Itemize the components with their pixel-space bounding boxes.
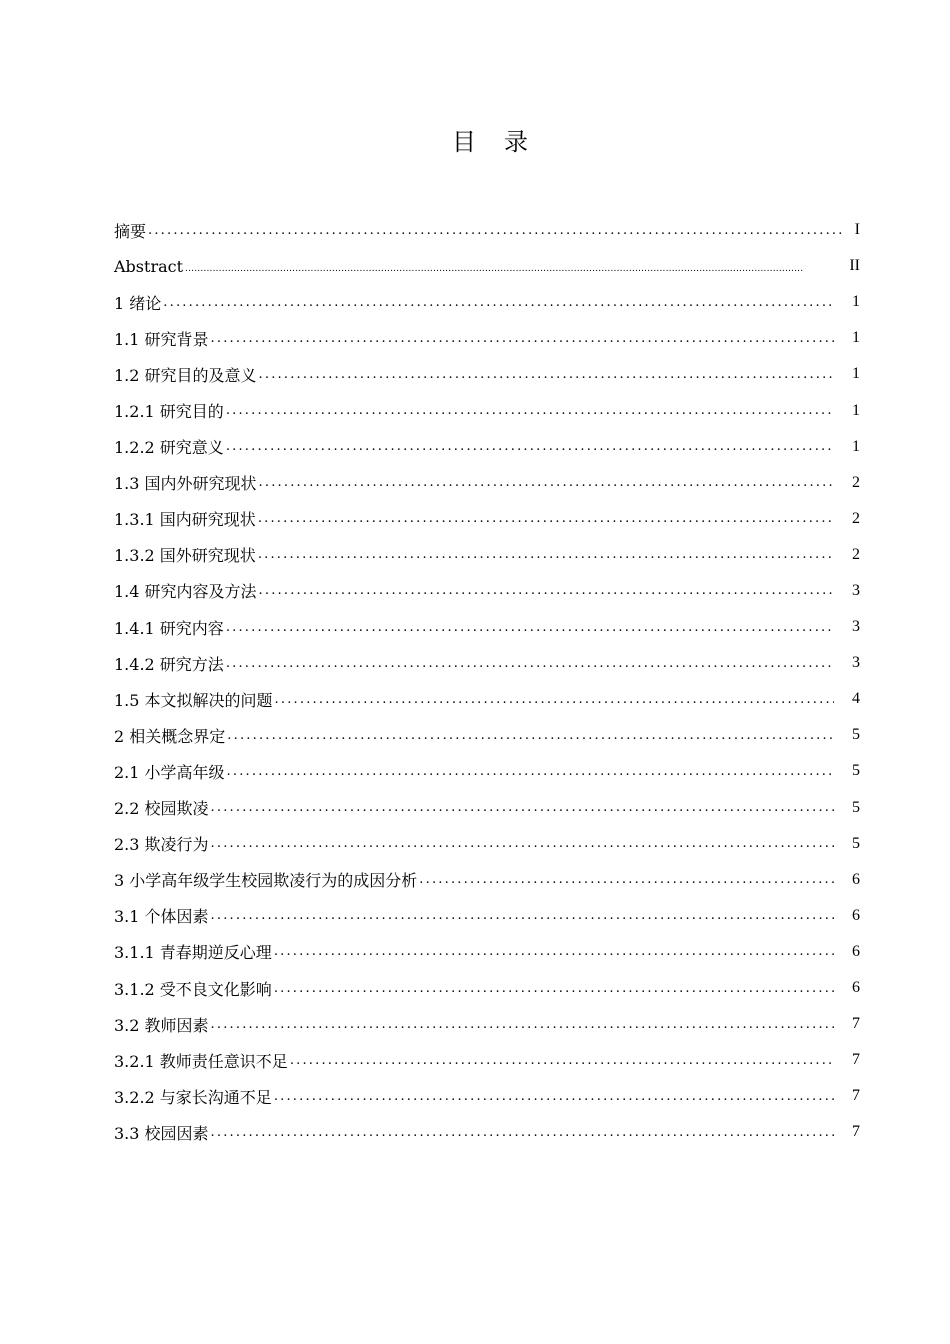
toc-entry-page: 5	[852, 798, 860, 816]
dot-leader	[211, 331, 834, 346]
dot-leader	[211, 908, 834, 923]
dot-leader	[275, 692, 834, 707]
toc-entry-2-1[interactable]	[114, 753, 860, 789]
toc-entry-3-2-1[interactable]	[114, 1042, 860, 1078]
dot-leader	[259, 475, 834, 490]
toc-entry-3-3[interactable]	[114, 1114, 860, 1150]
toc-entry-label: 1 绪论	[114, 293, 162, 313]
toc-entry-label: 1.4 研究内容及方法	[114, 582, 257, 602]
dot-leader	[211, 1017, 834, 1032]
toc-entry-abstract-en[interactable]	[114, 248, 860, 284]
toc-entry-label: 3 小学高年级学生校园欺凌行为的成因分析	[114, 871, 418, 891]
dot-leader	[211, 800, 834, 815]
toc-entry-label: 1.2 研究目的及意义	[114, 365, 257, 385]
page-title: 目 录	[452, 128, 530, 156]
toc-entry-abstract-cn[interactable]	[114, 212, 860, 248]
toc-entry-page: 1	[852, 293, 860, 311]
dot-leader	[274, 1089, 834, 1104]
toc-entry-page: 1	[852, 437, 860, 455]
toc-entry-label: 3.3 校园因素	[114, 1123, 209, 1143]
toc-entry-label: 1.1 研究背景	[114, 329, 209, 349]
toc-entry-page: 1	[852, 365, 860, 383]
toc-entry-1-5[interactable]	[114, 681, 860, 717]
dot-leader	[258, 511, 834, 526]
toc-entry-page: 5	[852, 762, 860, 780]
toc-entry-page: 5	[852, 834, 860, 852]
toc-entry-1-2[interactable]	[114, 356, 860, 392]
dot-leader	[419, 872, 834, 887]
toc-entry-1-4-1[interactable]	[114, 609, 860, 645]
toc-entry-label: 3.1 个体因素	[114, 907, 209, 927]
dot-leader	[185, 264, 843, 274]
toc-entry-page: 5	[852, 726, 860, 744]
toc-entry-1[interactable]	[114, 284, 860, 320]
toc-entry-1-3-1[interactable]	[114, 501, 860, 537]
toc-entry-label: 1.5 本文拟解决的问题	[114, 690, 273, 710]
toc-entry-3-1[interactable]	[114, 898, 860, 934]
toc-entry-page: 7	[852, 1015, 860, 1033]
toc-entry-2-2[interactable]	[114, 790, 860, 826]
dot-leader	[274, 944, 834, 959]
toc-entry-1-4[interactable]	[114, 573, 860, 609]
dot-leader	[227, 728, 834, 743]
toc-entry-label: 3.1.2 受不良文化影响	[114, 979, 272, 999]
toc-entry-page: I	[854, 221, 860, 239]
toc-entry-label: 3.2 教师因素	[114, 1015, 209, 1035]
toc-entry-label: 3.2.2 与家长沟通不足	[114, 1087, 272, 1107]
toc-entry-1-2-2[interactable]	[114, 429, 860, 465]
toc-entry-3-1-2[interactable]	[114, 970, 860, 1006]
toc-entry-label: 1.2.1 研究目的	[114, 402, 224, 422]
toc-entry-label: 1.3 国内外研究现状	[114, 474, 257, 494]
dot-leader	[226, 403, 834, 418]
toc-entry-page: 6	[852, 979, 860, 997]
toc-entry-2[interactable]	[114, 717, 860, 753]
dot-leader	[163, 295, 834, 310]
dot-leader	[290, 1053, 834, 1068]
toc-entry-label: 1.2.2 研究意义	[114, 438, 224, 458]
toc-entry-page: 1	[852, 401, 860, 419]
toc-entry-page: 7	[852, 1123, 860, 1141]
toc-entry-page: II	[849, 257, 860, 275]
toc-entry-3[interactable]	[114, 862, 860, 898]
toc-entry-page: 3	[852, 654, 860, 672]
dot-leader	[259, 583, 834, 598]
dot-leader	[226, 439, 834, 454]
toc-entry-label: 2.3 欺凌行为	[114, 835, 209, 855]
toc-entry-label: 1.3.1 国内研究现状	[114, 510, 256, 530]
dot-leader	[211, 1125, 834, 1140]
dot-leader	[148, 223, 844, 238]
toc-entry-1-3[interactable]	[114, 465, 860, 501]
toc-entry-page: 6	[852, 870, 860, 888]
dot-leader	[211, 836, 834, 851]
dot-leader	[227, 764, 834, 779]
toc-entry-label: 1.4.2 研究方法	[114, 654, 224, 674]
toc-entry-2-3[interactable]	[114, 826, 860, 862]
toc-entry-1-2-1[interactable]	[114, 392, 860, 428]
toc-entry-label: 摘要	[114, 221, 147, 241]
toc-entry-3-1-1[interactable]	[114, 934, 860, 970]
toc-entry-3-2-2[interactable]	[114, 1078, 860, 1114]
toc-entry-1-4-2[interactable]	[114, 645, 860, 681]
toc-entry-label: 2.1 小学高年级	[114, 762, 225, 782]
toc-entry-page: 2	[852, 545, 860, 563]
toc-entry-label: 2.2 校园欺凌	[114, 799, 209, 819]
toc-entry-label: 2 相关概念界定	[114, 726, 226, 746]
toc-entry-page: 6	[852, 906, 860, 924]
toc-entry-label: 3.2.1 教师责任意识不足	[114, 1051, 288, 1071]
table-of-contents	[114, 212, 860, 1150]
toc-entry-1-1[interactable]	[114, 320, 860, 356]
toc-entry-3-2[interactable]	[114, 1006, 860, 1042]
toc-entry-page: 7	[852, 1051, 860, 1069]
toc-entry-page: 3	[852, 581, 860, 599]
dot-leader	[274, 981, 834, 996]
toc-entry-page: 6	[852, 942, 860, 960]
toc-entry-page: 1	[852, 329, 860, 347]
toc-entry-label: 1.4.1 研究内容	[114, 618, 224, 638]
toc-entry-page: 4	[852, 690, 860, 708]
toc-entry-label: 1.3.2 国外研究现状	[114, 546, 256, 566]
toc-entry-1-3-2[interactable]	[114, 537, 860, 573]
toc-entry-label: Abstract	[114, 256, 184, 276]
dot-leader	[259, 367, 834, 382]
dot-leader	[226, 656, 834, 671]
toc-entry-page: 7	[852, 1087, 860, 1105]
toc-entry-page: 3	[852, 618, 860, 636]
toc-entry-label: 3.1.1 青春期逆反心理	[114, 943, 272, 963]
toc-entry-page: 2	[852, 473, 860, 491]
dot-leader	[226, 620, 834, 635]
dot-leader	[258, 547, 834, 562]
toc-entry-page: 2	[852, 509, 860, 527]
